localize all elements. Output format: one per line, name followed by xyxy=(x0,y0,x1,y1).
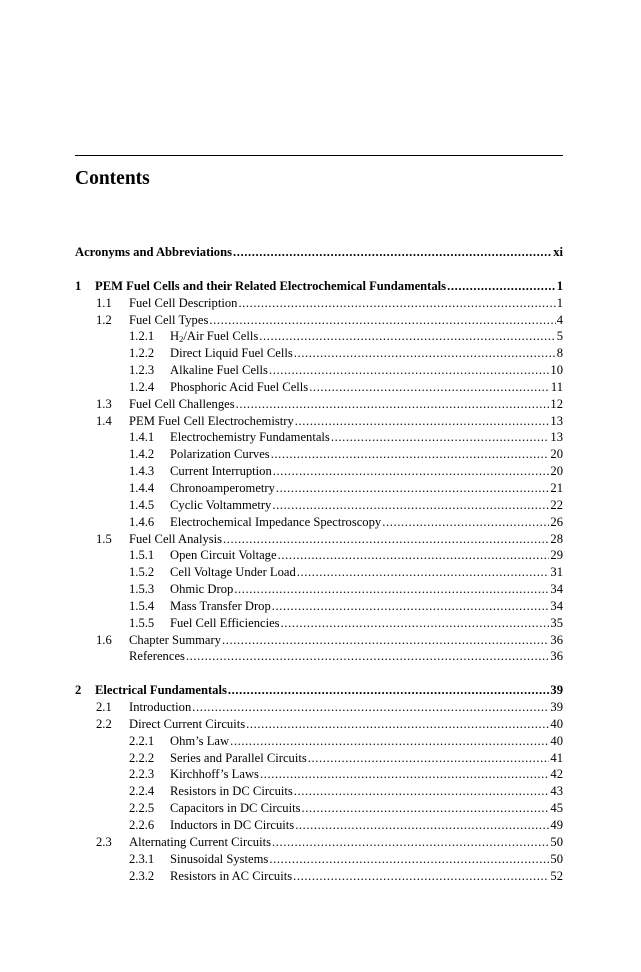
toc-entry-number: 1.2.1 xyxy=(129,329,155,344)
toc-entry-page: 10 xyxy=(550,363,563,378)
toc-dot-leader xyxy=(272,497,549,514)
toc-entry[interactable] xyxy=(75,514,563,531)
toc-entry-title: Cell Voltage Under Load xyxy=(170,565,296,580)
toc-entry-page: 1 xyxy=(556,278,563,293)
toc-entry[interactable] xyxy=(75,497,563,514)
toc-entry-title: Direct Liquid Fuel Cells xyxy=(170,346,293,361)
toc-entry-title: Mass Transfer Drop xyxy=(170,598,271,613)
toc-entry-number: 2.2.6 xyxy=(129,818,155,832)
toc-entry[interactable] xyxy=(75,834,563,851)
toc-entry[interactable] xyxy=(75,581,563,598)
toc-entry-title xyxy=(170,328,258,345)
toc-dot-leader xyxy=(238,295,555,312)
toc-entry-title: Fuel Cell Efficiencies xyxy=(170,615,280,630)
toc-entry[interactable] xyxy=(75,413,563,430)
toc-entry[interactable] xyxy=(75,766,563,783)
toc-entry[interactable] xyxy=(75,783,563,800)
toc-entry-title: Ohmic Drop xyxy=(170,582,234,597)
toc-entry-number: 1.4.4 xyxy=(129,480,155,495)
toc-dot-leader xyxy=(309,379,550,396)
toc-entry-title: Capacitors in DC Circuits xyxy=(170,801,301,816)
toc-dot-leader xyxy=(230,733,549,750)
toc-entry-page: 13 xyxy=(550,430,563,445)
toc-entry-title: Fuel Cell Types xyxy=(129,312,209,327)
toc-dot-leader xyxy=(228,682,550,699)
toc-dot-leader xyxy=(271,446,550,463)
toc-entry[interactable] xyxy=(75,328,563,345)
toc-dot-leader xyxy=(308,750,550,767)
toc-entry-page: 28 xyxy=(550,531,563,546)
table-of-contents xyxy=(75,244,563,884)
toc-entry-title: Chronoamperometry xyxy=(170,480,275,495)
toc-entry-page: 12 xyxy=(550,396,563,411)
toc-entry-page: 42 xyxy=(550,767,563,782)
toc-dot-leader xyxy=(192,699,549,716)
toc-entry[interactable] xyxy=(75,463,563,480)
toc-dot-leader xyxy=(331,429,550,446)
toc-dot-leader xyxy=(236,396,550,413)
toc-entry-title: Phosphoric Acid Fuel Cells xyxy=(170,379,309,394)
toc-entry-title: Sinusoidal Systems xyxy=(170,851,269,866)
toc-entry-title-subscript: 2 xyxy=(179,334,184,345)
toc-entry-page: 45 xyxy=(550,801,563,816)
toc-entry[interactable] xyxy=(75,699,563,716)
toc-entry-page: 41 xyxy=(550,750,563,765)
toc-dot-leader xyxy=(294,345,556,362)
toc-entry-title: Resistors in DC Circuits xyxy=(170,784,293,799)
toc-dot-leader xyxy=(269,851,549,868)
toc-entry-title: Electrochemical Impedance Spectroscopy xyxy=(170,514,382,529)
toc-entry[interactable] xyxy=(75,531,563,548)
toc-entry-page: 40 xyxy=(550,733,563,748)
toc-entry-page: 39 xyxy=(550,683,563,698)
toc-dot-leader xyxy=(382,514,549,531)
toc-entry-page: 34 xyxy=(550,582,563,597)
toc-dot-leader xyxy=(269,362,549,379)
toc-entry-number: 2.1 xyxy=(96,700,112,715)
toc-entry-number: 2.3 xyxy=(96,834,112,849)
toc-entry-page: 40 xyxy=(550,716,563,731)
toc-entry-number: 2.2.4 xyxy=(129,784,155,799)
toc-entry-page: 34 xyxy=(550,598,563,613)
toc-dot-leader xyxy=(295,817,549,834)
toc-entry-title: PEM Fuel Cell Electrochemistry xyxy=(129,413,294,428)
toc-entry[interactable] xyxy=(75,564,563,581)
toc-entry-page: 8 xyxy=(556,346,563,361)
toc-dot-leader xyxy=(281,615,550,632)
toc-entry-title: Kirchhoff’s Laws xyxy=(170,767,259,782)
toc-entry-number: 2.2.5 xyxy=(129,801,155,816)
toc-entry[interactable] xyxy=(75,379,563,396)
toc-entry-title: Cyclic Voltammetry xyxy=(170,497,272,512)
toc-entry-title: Series and Parallel Circuits xyxy=(170,750,307,765)
toc-dot-leader xyxy=(233,244,552,261)
toc-entry-number: 1.3 xyxy=(96,396,112,411)
toc-entry-number: 1.5.2 xyxy=(129,565,155,580)
toc-entry-title: Electrical Fundamentals xyxy=(95,683,227,698)
toc-entry-page: 11 xyxy=(550,379,563,394)
toc-dot-leader xyxy=(260,766,549,783)
toc-dot-leader xyxy=(186,648,549,665)
toc-entry-page: 52 xyxy=(550,868,563,883)
toc-entry-title: Chapter Summary xyxy=(129,632,221,647)
toc-entry-number: 2.2.2 xyxy=(129,750,155,765)
toc-entry-number: 1.5 xyxy=(96,531,112,546)
toc-entry-number: 2.3.2 xyxy=(129,868,155,883)
toc-entry-title: Polarization Curves xyxy=(170,447,270,462)
toc-entry-title: Alternating Current Circuits xyxy=(129,834,271,849)
toc-entry[interactable] xyxy=(75,446,563,463)
toc-entry-page: 43 xyxy=(550,784,563,799)
toc-entry-page: 36 xyxy=(550,649,563,664)
toc-entry[interactable] xyxy=(75,851,563,868)
toc-entry[interactable] xyxy=(75,868,563,885)
toc-entry-number: 1.1 xyxy=(96,295,112,310)
toc-dot-leader xyxy=(276,480,549,497)
toc-entry-title: Resistors in AC Circuits xyxy=(170,868,293,883)
toc-entry-page: 21 xyxy=(550,480,563,495)
toc-dot-leader xyxy=(272,834,549,851)
toc-entry[interactable] xyxy=(75,547,563,564)
toc-entry-page: 31 xyxy=(550,565,563,580)
toc-dot-leader xyxy=(301,800,549,817)
page-title: Contents xyxy=(75,168,150,189)
toc-entry-number: 2.2 xyxy=(96,716,112,731)
toc-entry[interactable] xyxy=(75,278,563,295)
toc-entry-page: 49 xyxy=(550,818,563,832)
toc-entry-page: 29 xyxy=(550,548,563,563)
toc-entry-title: Inductors in DC Circuits xyxy=(170,818,295,832)
toc-entry-title: Fuel Cell Description xyxy=(129,295,238,310)
toc-entry-title: Introduction xyxy=(129,700,192,715)
toc-entry-number: 1.4.6 xyxy=(129,514,155,529)
toc-entry-number: 1.2 xyxy=(96,312,112,327)
toc-entry[interactable] xyxy=(75,362,563,379)
toc-entry-page: 50 xyxy=(550,834,563,849)
toc-entry-number: 2.2.3 xyxy=(129,767,155,782)
toc-entry-page: 20 xyxy=(550,464,563,479)
toc-entry-page: 22 xyxy=(550,497,563,512)
toc-entry-title: Current Interruption xyxy=(170,464,272,479)
toc-entry-number: 1.4.3 xyxy=(129,464,155,479)
toc-dot-leader xyxy=(234,581,549,598)
toc-entry-page: 26 xyxy=(550,514,563,529)
toc-entry-number: 2 xyxy=(75,683,82,698)
toc-entry[interactable] xyxy=(75,312,563,329)
toc-entry[interactable] xyxy=(75,750,563,767)
toc-entry-number: 2.3.1 xyxy=(129,851,155,866)
toc-entry[interactable] xyxy=(75,800,563,817)
toc-dot-leader xyxy=(278,547,550,564)
toc-entry-number: 1.2.4 xyxy=(129,379,155,394)
toc-entry-number: 1.2.3 xyxy=(129,363,155,378)
toc-entry[interactable] xyxy=(75,716,563,733)
toc-entry-page: 4 xyxy=(556,312,563,327)
toc-entry-title: Direct Current Circuits xyxy=(129,716,246,731)
toc-dot-leader xyxy=(273,463,550,480)
toc-entry-title: References xyxy=(129,649,185,664)
toc-dot-leader xyxy=(297,564,550,581)
toc-entry-number: 2.2.1 xyxy=(129,733,155,748)
toc-entry-number: 1.2.2 xyxy=(129,346,155,361)
toc-entry-title: Fuel Cell Analysis xyxy=(129,531,223,546)
toc-entry[interactable] xyxy=(75,682,563,699)
toc-entry-title: Open Circuit Voltage xyxy=(170,548,277,563)
toc-entry-page: 13 xyxy=(550,413,563,428)
toc-entry[interactable] xyxy=(75,295,563,312)
toc-entry-number: 1.5.1 xyxy=(129,548,155,563)
toc-entry-page: 1 xyxy=(556,295,563,310)
toc-entry-number: 1 xyxy=(75,278,82,293)
toc-entry-title: Fuel Cell Challenges xyxy=(129,396,235,411)
toc-entry[interactable] xyxy=(75,345,563,362)
toc-dot-leader xyxy=(294,783,550,800)
toc-entry-title: PEM Fuel Cells and their Related Electrochemical Fundamentals xyxy=(95,278,447,293)
toc-entry-number: 1.4 xyxy=(96,413,112,428)
toc-dot-leader xyxy=(246,716,549,733)
toc-entry-number: 1.4.1 xyxy=(129,430,155,445)
toc-dot-leader xyxy=(259,328,555,345)
toc-dot-leader xyxy=(209,312,555,329)
toc-dot-leader xyxy=(293,868,549,885)
toc-entry-number: 1.5.5 xyxy=(129,615,155,630)
toc-entry-title: Electrochemistry Fundamentals xyxy=(170,430,330,445)
toc-entry-page: xi xyxy=(553,245,563,259)
toc-entry[interactable] xyxy=(75,396,563,413)
toc-entry-page: 5 xyxy=(556,329,563,344)
toc-entry-page: 39 xyxy=(550,700,563,715)
top-rule xyxy=(75,155,563,156)
toc-dot-leader xyxy=(272,598,550,615)
toc-dot-leader xyxy=(295,413,550,430)
toc-entry[interactable] xyxy=(75,480,563,497)
toc-entry-page: 35 xyxy=(550,615,563,630)
toc-entry-number: 1.6 xyxy=(96,632,112,647)
toc-entry-title: Acronyms and Abbreviations xyxy=(75,245,232,259)
toc-entry[interactable] xyxy=(75,733,563,750)
toc-entry[interactable] xyxy=(75,648,563,665)
toc-entry-page: 50 xyxy=(550,851,563,866)
toc-entry-title: Ohm’s Law xyxy=(170,733,230,748)
toc-entry-number: 1.5.4 xyxy=(129,598,155,613)
toc-entry-page: 20 xyxy=(550,447,563,462)
toc-entry-title: Alkaline Fuel Cells xyxy=(170,363,268,378)
toc-entry-number: 1.5.3 xyxy=(129,582,155,597)
toc-entry[interactable] xyxy=(75,598,563,615)
toc-entry-title-rest: /Air Fuel Cells xyxy=(183,329,259,344)
toc-entry-title-prefix: H xyxy=(170,329,180,344)
toc-entry-page: 36 xyxy=(550,632,563,647)
toc-entry[interactable] xyxy=(75,244,563,261)
toc-entry-number: 1.4.5 xyxy=(129,497,155,512)
toc-dot-leader xyxy=(222,632,549,649)
toc-dot-leader xyxy=(447,278,556,295)
toc-entry[interactable] xyxy=(75,817,563,834)
toc-entry-number: 1.4.2 xyxy=(129,447,155,462)
toc-dot-leader xyxy=(223,531,549,548)
toc-entry[interactable] xyxy=(75,632,563,649)
toc-entry[interactable] xyxy=(75,615,563,632)
toc-entry[interactable] xyxy=(75,429,563,446)
